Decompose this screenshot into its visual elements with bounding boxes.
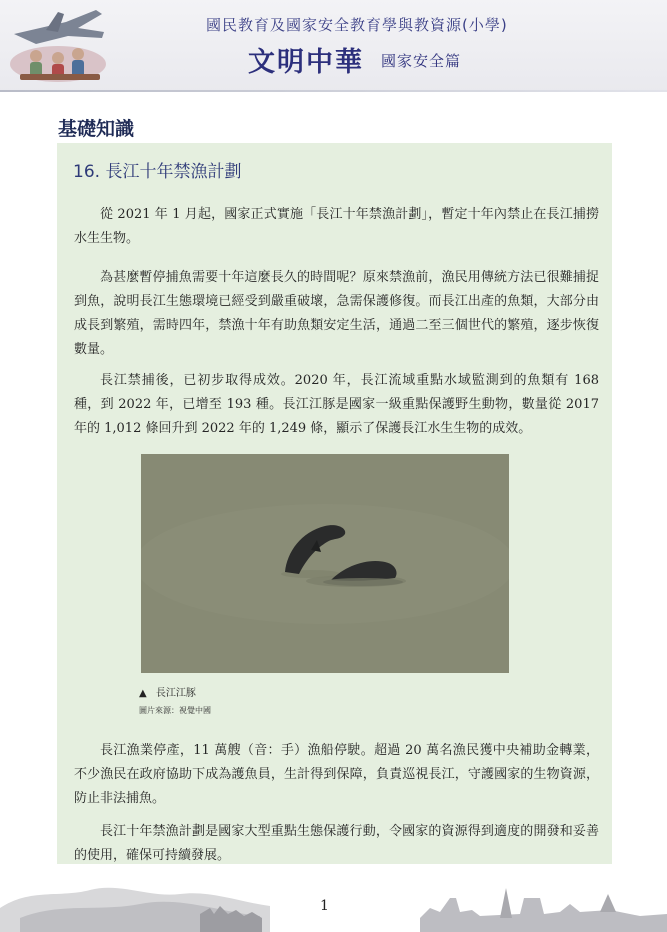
header-subtitle: 國民教育及國家安全教育學與教資源(小學)	[206, 16, 508, 34]
page-header	[0, 0, 667, 92]
triangle-icon: ▲	[139, 688, 147, 699]
paragraph: 為甚麼暫停捕魚需要十年這麼長久的時間呢？原來禁漁前，漁民用傳統方法已很難捕捉到魚，說明長江生態環境已經受到嚴重破壞，急需保護修復。而長江出產的魚類，大部分由成長到繁殖，需時四年，禁漁十年有助魚類安定生活，通過二至三個世代的繁殖，逐步恢復數量。	[74, 270, 599, 357]
photo-credit: 圖片來源：視覺中國	[139, 706, 211, 715]
header-series-label: 國家安全篇	[381, 52, 462, 70]
page-number: 1	[320, 898, 329, 914]
photo-caption	[139, 684, 196, 699]
footer-landscape-illustration	[0, 868, 667, 932]
header-illustration	[6, 4, 110, 86]
paragraph: 長江漁業停產，11 萬艘（音：手）漁船停駛。超過 20 萬名漁民獲中央補助金轉業，不少漁民在政府協助下成為護魚員，生計得到保障，負責巡視長江，守護國家的生物資源，防止非法捕魚。	[74, 743, 599, 806]
content-panel	[57, 143, 612, 864]
header-title: 文明中華	[248, 47, 364, 78]
porpoise-photo	[141, 454, 509, 673]
photo-caption-text: 長江江豚	[155, 688, 196, 699]
paragraph: 長江十年禁漁計劃是國家大型重點生態保護行動，令國家的資源得到適度的開發和妥善的使用，確保可持續發展。	[74, 824, 599, 863]
lesson-title: 16. 長江十年禁漁計劃	[73, 162, 242, 182]
porpoise-illustration	[141, 454, 509, 673]
section-heading: 基礎知識	[58, 118, 135, 140]
header-divider	[0, 90, 667, 92]
paragraph: 從 2021 年 1 月起，國家正式實施「長江十年禁漁計劃」，暫定十年內禁止在長江捕撈水生生物。	[74, 207, 599, 246]
paragraph: 長江禁捕後，已初步取得成效。2020 年，長江流域重點水域監測到的魚類有 168 種，到 2022 年，已增至 193 種。長江江豚是國家一級重點保護野生動物，數量從 2017 年的 1,012 條回升到 2022 年的 1,249 條，顯示了保護長江水生生物的成效。	[74, 373, 599, 436]
